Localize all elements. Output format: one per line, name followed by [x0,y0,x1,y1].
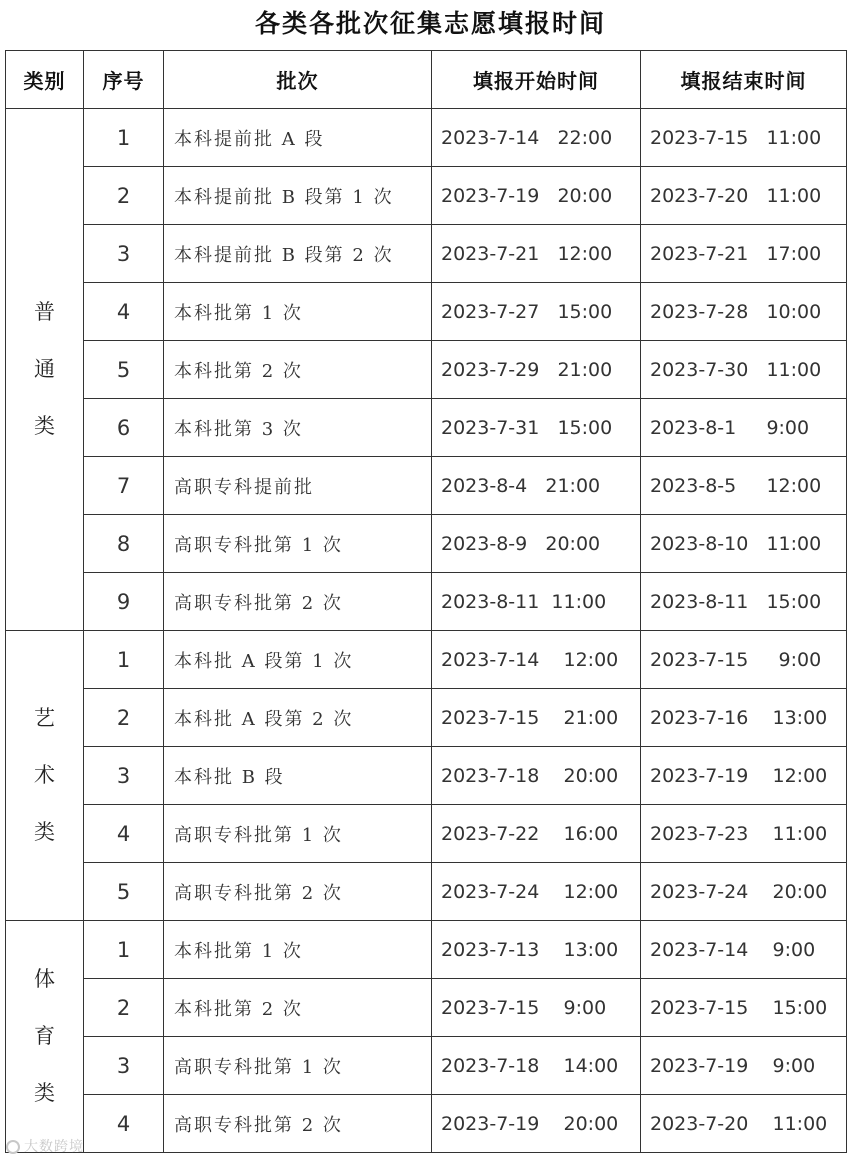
header-end-time: 填报结束时间 [641,51,847,109]
batch-cell: 本科批 B 段 [164,747,432,805]
category-label: 普通类 [34,300,55,438]
header-index: 序号 [84,51,164,109]
batch-cell: 本科提前批 B 段第 1 次 [164,167,432,225]
end-time-cell: 2023-7-14 9:00 [641,921,847,979]
start-time-cell: 2023-7-31 15:00 [432,399,641,457]
index-cell: 3 [84,1037,164,1095]
start-time-cell: 2023-7-15 9:00 [432,979,641,1037]
table-row [6,573,847,631]
index-cell: 2 [84,167,164,225]
end-time-cell: 2023-8-5 12:00 [641,457,847,515]
index-cell: 9 [84,573,164,631]
table-row [6,1037,847,1095]
batch-cell: 高职专科提前批 [164,457,432,515]
header-batch: 批次 [164,51,432,109]
watermark-logo-icon [6,1140,20,1154]
start-time-cell: 2023-7-22 16:00 [432,805,641,863]
index-cell: 6 [84,399,164,457]
batch-cell: 本科批第 1 次 [164,921,432,979]
batch-cell: 高职专科批第 2 次 [164,573,432,631]
end-time-cell: 2023-7-19 9:00 [641,1037,847,1095]
start-time-cell: 2023-7-18 20:00 [432,747,641,805]
batch-cell: 本科批第 3 次 [164,399,432,457]
start-time-cell: 2023-8-9 20:00 [432,515,641,573]
table-row [6,805,847,863]
end-time-cell: 2023-7-15 9:00 [641,631,847,689]
header-row [6,51,847,109]
batch-cell: 本科批 A 段第 2 次 [164,689,432,747]
table-row [6,457,847,515]
end-time-cell: 2023-7-16 13:00 [641,689,847,747]
header-category: 类别 [6,51,84,109]
batch-cell: 本科批第 2 次 [164,979,432,1037]
index-cell: 2 [84,979,164,1037]
batch-cell: 本科提前批 B 段第 2 次 [164,225,432,283]
watermark [6,1136,84,1156]
index-cell: 4 [84,1095,164,1153]
start-time-cell: 2023-8-11 11:00 [432,573,641,631]
start-time-cell: 2023-7-27 15:00 [432,283,641,341]
index-cell: 3 [84,225,164,283]
start-time-cell: 2023-7-14 12:00 [432,631,641,689]
table-row [6,689,847,747]
end-time-cell: 2023-7-19 12:00 [641,747,847,805]
batch-cell: 高职专科批第 1 次 [164,1037,432,1095]
end-time-cell: 2023-8-11 15:00 [641,573,847,631]
category-cell [6,921,84,1153]
start-time-cell: 2023-7-21 12:00 [432,225,641,283]
start-time-cell: 2023-7-24 12:00 [432,863,641,921]
batch-cell: 本科提前批 A 段 [164,109,432,167]
index-cell: 4 [84,283,164,341]
index-cell: 1 [84,921,164,979]
start-time-cell: 2023-7-19 20:00 [432,1095,641,1153]
end-time-cell: 2023-7-21 17:00 [641,225,847,283]
index-cell: 3 [84,747,164,805]
table-row [6,631,847,689]
batch-cell: 本科批第 2 次 [164,341,432,399]
schedule-table [5,50,847,1153]
index-cell: 1 [84,631,164,689]
start-time-cell: 2023-7-29 21:00 [432,341,641,399]
start-time-cell: 2023-7-13 13:00 [432,921,641,979]
start-time-cell: 2023-7-18 14:00 [432,1037,641,1095]
category-cell [6,631,84,921]
table-row [6,283,847,341]
end-time-cell: 2023-7-15 15:00 [641,979,847,1037]
start-time-cell: 2023-7-14 22:00 [432,109,641,167]
table-row [6,979,847,1037]
table-body [6,109,847,1153]
header-start-time: 填报开始时间 [432,51,641,109]
end-time-cell: 2023-7-20 11:00 [641,1095,847,1153]
batch-cell: 高职专科批第 1 次 [164,515,432,573]
table-row [6,167,847,225]
batch-cell: 高职专科批第 2 次 [164,1095,432,1153]
index-cell: 2 [84,689,164,747]
table-row [6,225,847,283]
table-row [6,109,847,167]
index-cell: 4 [84,805,164,863]
end-time-cell: 2023-7-23 11:00 [641,805,847,863]
index-cell: 1 [84,109,164,167]
category-label: 体育类 [34,967,55,1105]
start-time-cell: 2023-7-19 20:00 [432,167,641,225]
batch-cell: 高职专科批第 1 次 [164,805,432,863]
end-time-cell: 2023-7-24 20:00 [641,863,847,921]
end-time-cell: 2023-8-10 11:00 [641,515,847,573]
index-cell: 5 [84,863,164,921]
start-time-cell: 2023-7-15 21:00 [432,689,641,747]
end-time-cell: 2023-7-20 11:00 [641,167,847,225]
table-row [6,399,847,457]
page-title: 各类各批次征集志愿填报时间 [254,9,606,38]
batch-cell: 本科批 A 段第 1 次 [164,631,432,689]
index-cell: 8 [84,515,164,573]
table-row [6,1095,847,1153]
table-row [6,515,847,573]
end-time-cell: 2023-7-30 11:00 [641,341,847,399]
end-time-cell: 2023-7-28 10:00 [641,283,847,341]
watermark-text: 大数跨境 [24,1139,84,1155]
table-row [6,863,847,921]
category-label: 艺术类 [34,706,55,844]
table-row [6,921,847,979]
category-cell [6,109,84,631]
batch-cell: 高职专科批第 2 次 [164,863,432,921]
end-time-cell: 2023-8-1 9:00 [641,399,847,457]
table-row [6,747,847,805]
index-cell: 5 [84,341,164,399]
end-time-cell: 2023-7-15 11:00 [641,109,847,167]
start-time-cell: 2023-8-4 21:00 [432,457,641,515]
table-row [6,341,847,399]
index-cell: 7 [84,457,164,515]
batch-cell: 本科批第 1 次 [164,283,432,341]
